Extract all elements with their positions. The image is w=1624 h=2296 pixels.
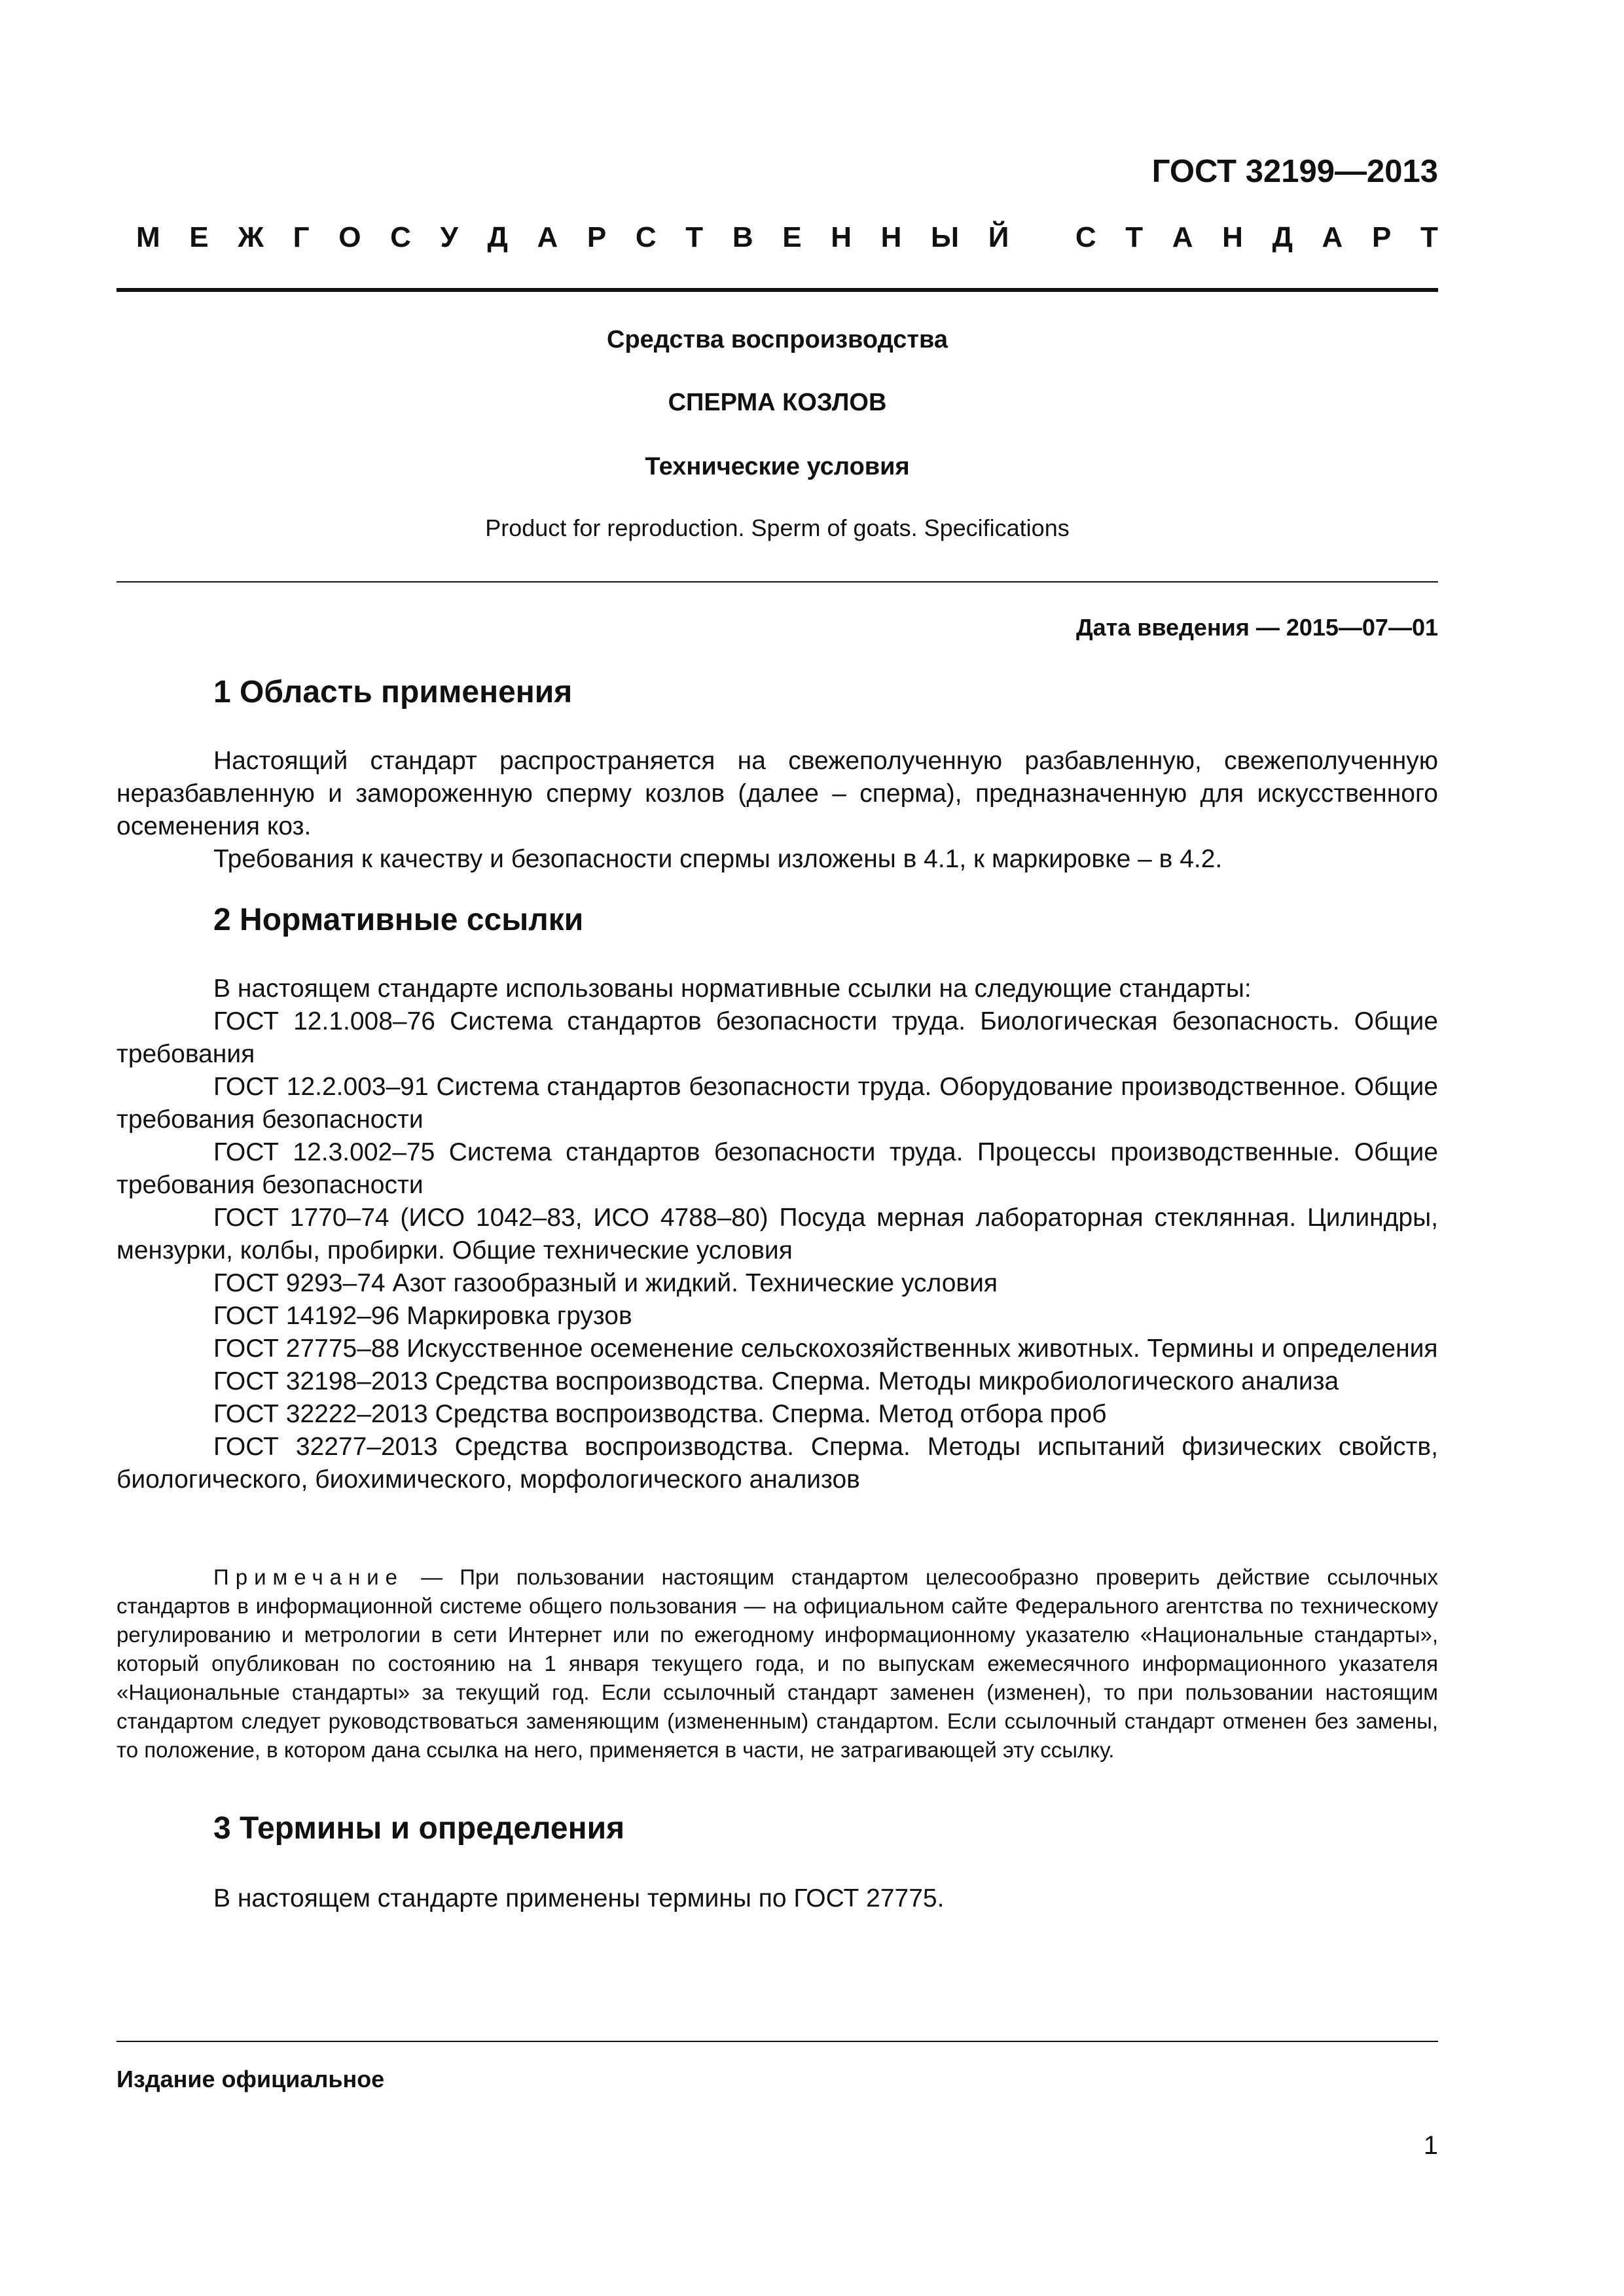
section-3-body	[117, 1882, 1438, 1915]
footer-rule	[117, 2041, 1438, 2042]
heading-letter: У	[440, 221, 458, 253]
heading-letter: Д	[487, 221, 508, 253]
reference-item: ГОСТ 12.3.002–75 Система стандартов безопасности труда. Процессы производственные. Общие требования безопасности	[117, 1138, 1438, 1199]
heading-letter: С	[635, 221, 657, 253]
reference-item: ГОСТ 27775–88 Искусственное осеменение сельскохозяйственных животных. Термины и определения	[213, 1335, 1438, 1363]
heading-letter: Н	[1222, 221, 1243, 253]
heading-letter: Ы	[931, 221, 960, 253]
section-3-paragraph-1: В настоящем стандарте применены термины по ГОСТ 27775.	[213, 1884, 945, 1912]
heading-letter: Р	[586, 221, 607, 253]
header-rule	[117, 288, 1438, 292]
reference-item: ГОСТ 32277–2013 Средства воспроизводства. Сперма. Методы испытаний физических свойств, биологического, биохимического, морфологического анализов	[117, 1433, 1438, 1494]
section-2-body	[117, 973, 1438, 1496]
heading-letter: Е	[782, 221, 802, 253]
introduction-date: Дата введения — 2015—07—01	[1075, 614, 1438, 641]
heading-letter: Й	[988, 221, 1009, 253]
section-1-title: 1 Область применения	[213, 675, 573, 709]
heading-letter: Н	[831, 221, 852, 253]
reference-item: ГОСТ 32222–2013 Средства воспроизводства. Сперма. Метод отбора проб	[213, 1400, 1107, 1428]
reference-item: ГОСТ 1770–74 (ИСО 1042–83, ИСО 4788–80) Посуда мерная лабораторная стеклянная. Цилиндры, мензурки, колбы, пробирки. Общие технические условия	[117, 1204, 1438, 1265]
heading-letter: Н	[880, 221, 902, 253]
title-line-3: Технические условия	[645, 453, 910, 480]
heading-letter: В	[732, 221, 753, 253]
heading-letter: Р	[1371, 221, 1392, 253]
reference-item: ГОСТ 9293–74 Азот газообразный и жидкий. Технические условия	[213, 1269, 998, 1297]
heading-letter: Г	[293, 221, 310, 253]
heading-letter	[1038, 221, 1046, 254]
heading-letter: Ж	[238, 221, 264, 253]
english-title: Product for reproduction. Sperm of goats. Specifications	[485, 514, 1070, 541]
reference-item: ГОСТ 32198–2013 Средства воспроизводства. Сперма. Методы микробиологического анализа	[213, 1367, 1339, 1395]
heading-letter: Т	[1420, 221, 1438, 253]
section-1-paragraph-2: Требования к качеству и безопасности спермы изложены в 4.1, к маркировке – в 4.2.	[213, 845, 1223, 873]
heading-letter: А	[1172, 221, 1193, 253]
heading-letter: С	[390, 221, 411, 253]
note-text: — При пользовании настоящим стандартом целесообразно проверить действие ссылочных стандартов в информационной системе общего пользования — на официальном сайте Федерального агентства по техническому регулированию и метрологии в сети Интернет или по ежегодному информационному указателю «Национальные стандарты», который опубликован по состоянию на 1 января текущего года, и по выпускам ежемесячного информационного указателя «Национальные стандарты» за текущий год. Если ссылочный стандарт заменен (изменен), то при пользовании настоящим стандартом следует руководствоваться заменяющим (измененным) стандартом. Если ссылочный стандарт отменен без замены, то положение, в котором дана ссылка на него, применяется в части, не затрагивающей эту ссылку.	[117, 1565, 1438, 1762]
title-line-2: СПЕРМА КОЗЛОВ	[668, 389, 887, 416]
heading-letter: М	[136, 221, 160, 253]
note-label: Примечание	[213, 1565, 405, 1589]
heading-letter: Т	[685, 221, 704, 253]
gost-code: ГОСТ 32199—2013	[1151, 154, 1438, 189]
heading-letter: С	[1075, 221, 1096, 253]
title-rule	[117, 581, 1438, 583]
reference-item: ГОСТ 12.1.008–76 Система стандартов безопасности труда. Биологическая безопасность. Общие требования	[117, 1007, 1438, 1068]
heading-letter: Д	[1272, 221, 1293, 253]
title-line-1: Средства воспроизводства	[607, 326, 948, 353]
heading-letter: А	[537, 221, 558, 253]
heading-letter: Т	[1125, 221, 1144, 253]
heading-letter: Е	[189, 221, 209, 253]
section-1-paragraph-1: Настоящий стандарт распространяется на свежеполученную разбавленную, свежеполученную неразбавленную и замороженную сперму козлов (далее – сперма), предназначенную для искусственного осеменения коз.	[117, 747, 1438, 840]
heading-letter: О	[338, 221, 361, 253]
section-2-title: 2 Нормативные ссылки	[213, 903, 584, 937]
reference-item: ГОСТ 12.2.003–91 Система стандартов безопасности труда. Оборудование производственное. Общие требования безопасности	[117, 1073, 1438, 1134]
note	[117, 1563, 1438, 1765]
heading-letter: А	[1322, 221, 1343, 253]
interstate-standard-heading	[136, 221, 1438, 254]
section-1-body	[117, 745, 1438, 876]
reference-item: ГОСТ 14192–96 Маркировка грузов	[213, 1302, 632, 1330]
official-edition-label: Издание официальное	[117, 2066, 385, 2092]
section-3-title: 3 Термины и определения	[213, 1811, 625, 1846]
page-number: 1	[1423, 2131, 1438, 2160]
section-2-intro: В настоящем стандарте использованы нормативные ссылки на следующие стандарты:	[213, 975, 1252, 1003]
